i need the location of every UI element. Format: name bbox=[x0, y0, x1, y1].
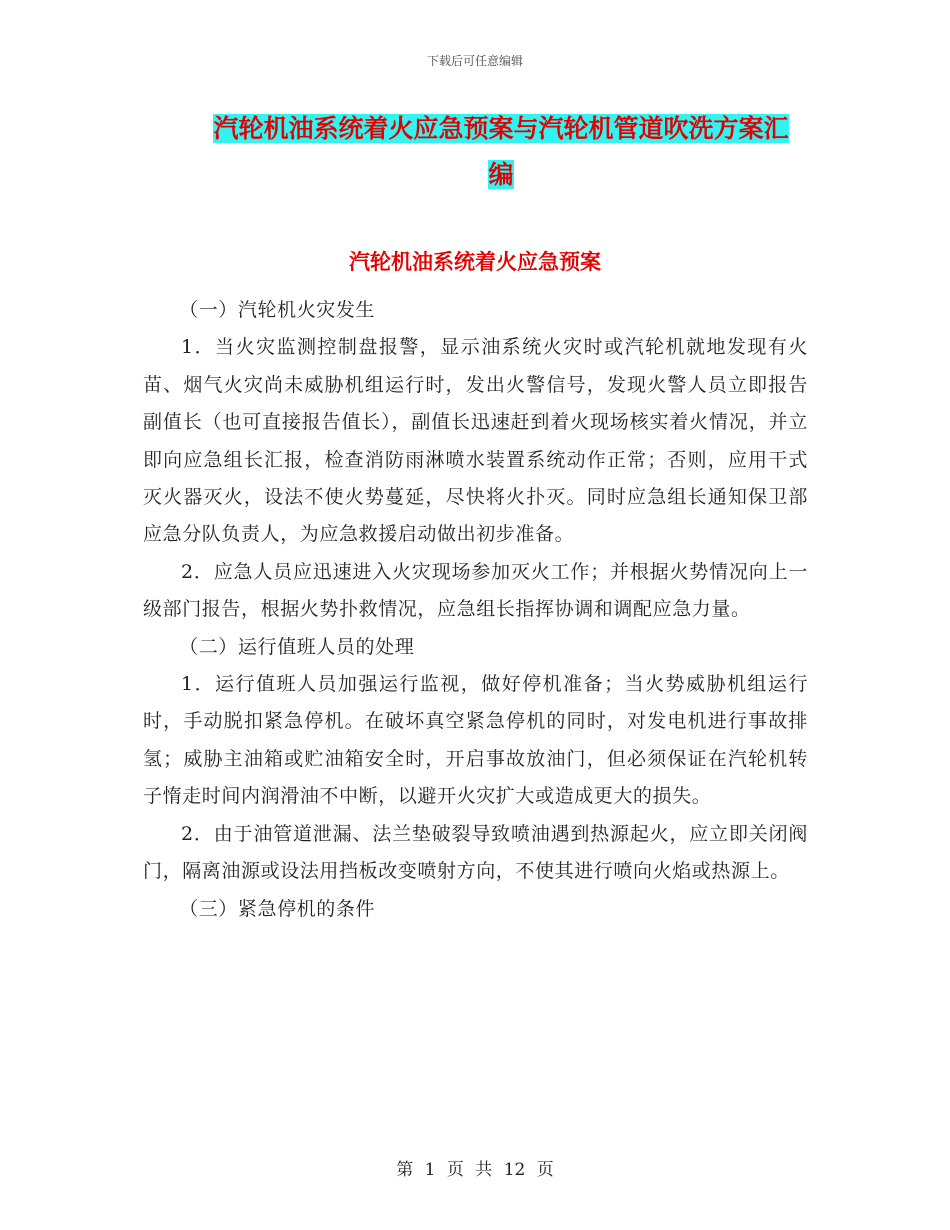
document-title-line-2: 编 bbox=[488, 160, 514, 189]
section-title: 汽轮机油系统着火应急预案 bbox=[349, 250, 601, 274]
paragraph: 2．应急人员应迅速进入火灾现场参加灭火工作；并根据火势情况向上一级部门报告，根据火势扑救情况，应急组长指挥协调和调配应急力量。 bbox=[143, 560, 808, 621]
section-heading: （一）汽轮机火灾发生 bbox=[179, 299, 376, 321]
section-heading: （三）紧急停机的条件 bbox=[179, 897, 376, 920]
paragraph: 1．运行值班人员加强运行监视，做好停机准备；当火势威胁机组运行时，手动脱扣紧急停机。在破坏真空紧急停机的同时，对发电机进行事故排氢；威胁主油箱或贮油箱安全时，开启事故放油门，但必须保证在汽轮机转子惰走时间内润滑油不中断，以避开火灾扩大或造成更大的损失。 bbox=[143, 673, 808, 808]
page-header: 下载后可任意编辑 bbox=[426, 54, 523, 68]
document-title-line-1: 汽轮机油系统着火应急预案与汽轮机管道吹洗方案汇 bbox=[213, 114, 789, 143]
page-footer: 第 1 页 共 12 页 bbox=[396, 1160, 554, 1180]
paragraph: 1．当火灾监测控制盘报警，显示油系统火灾时或汽轮机就地发现有火苗、烟气火灾尚未威胁机组运行时，发出火警信号，发现火警人员立即报告副值长（也可直接报告值长），副值长迅速赶到着火现场核实着火情况，并立即向应急组长汇报，检查消防雨淋喷水装置系统动作正常；否则，应用干式灭火器灭火，设法不使火势蔓延，尽快将火扑灭。同时应急组长通知保卫部应急分队负责人，为应急救援启动做出初步准备。 bbox=[143, 336, 808, 546]
section-heading: （二）运行值班人员的处理 bbox=[179, 635, 415, 658]
paragraph: 2．由于油管道泄漏、法兰垫破裂导致喷油遇到热源起火，应立即关闭阀门，隔离油源或设法用挡板改变喷射方向，不使其进行喷向火焰或热源上。 bbox=[143, 822, 808, 883]
document-title bbox=[196, 106, 806, 198]
document-body bbox=[143, 292, 808, 928]
